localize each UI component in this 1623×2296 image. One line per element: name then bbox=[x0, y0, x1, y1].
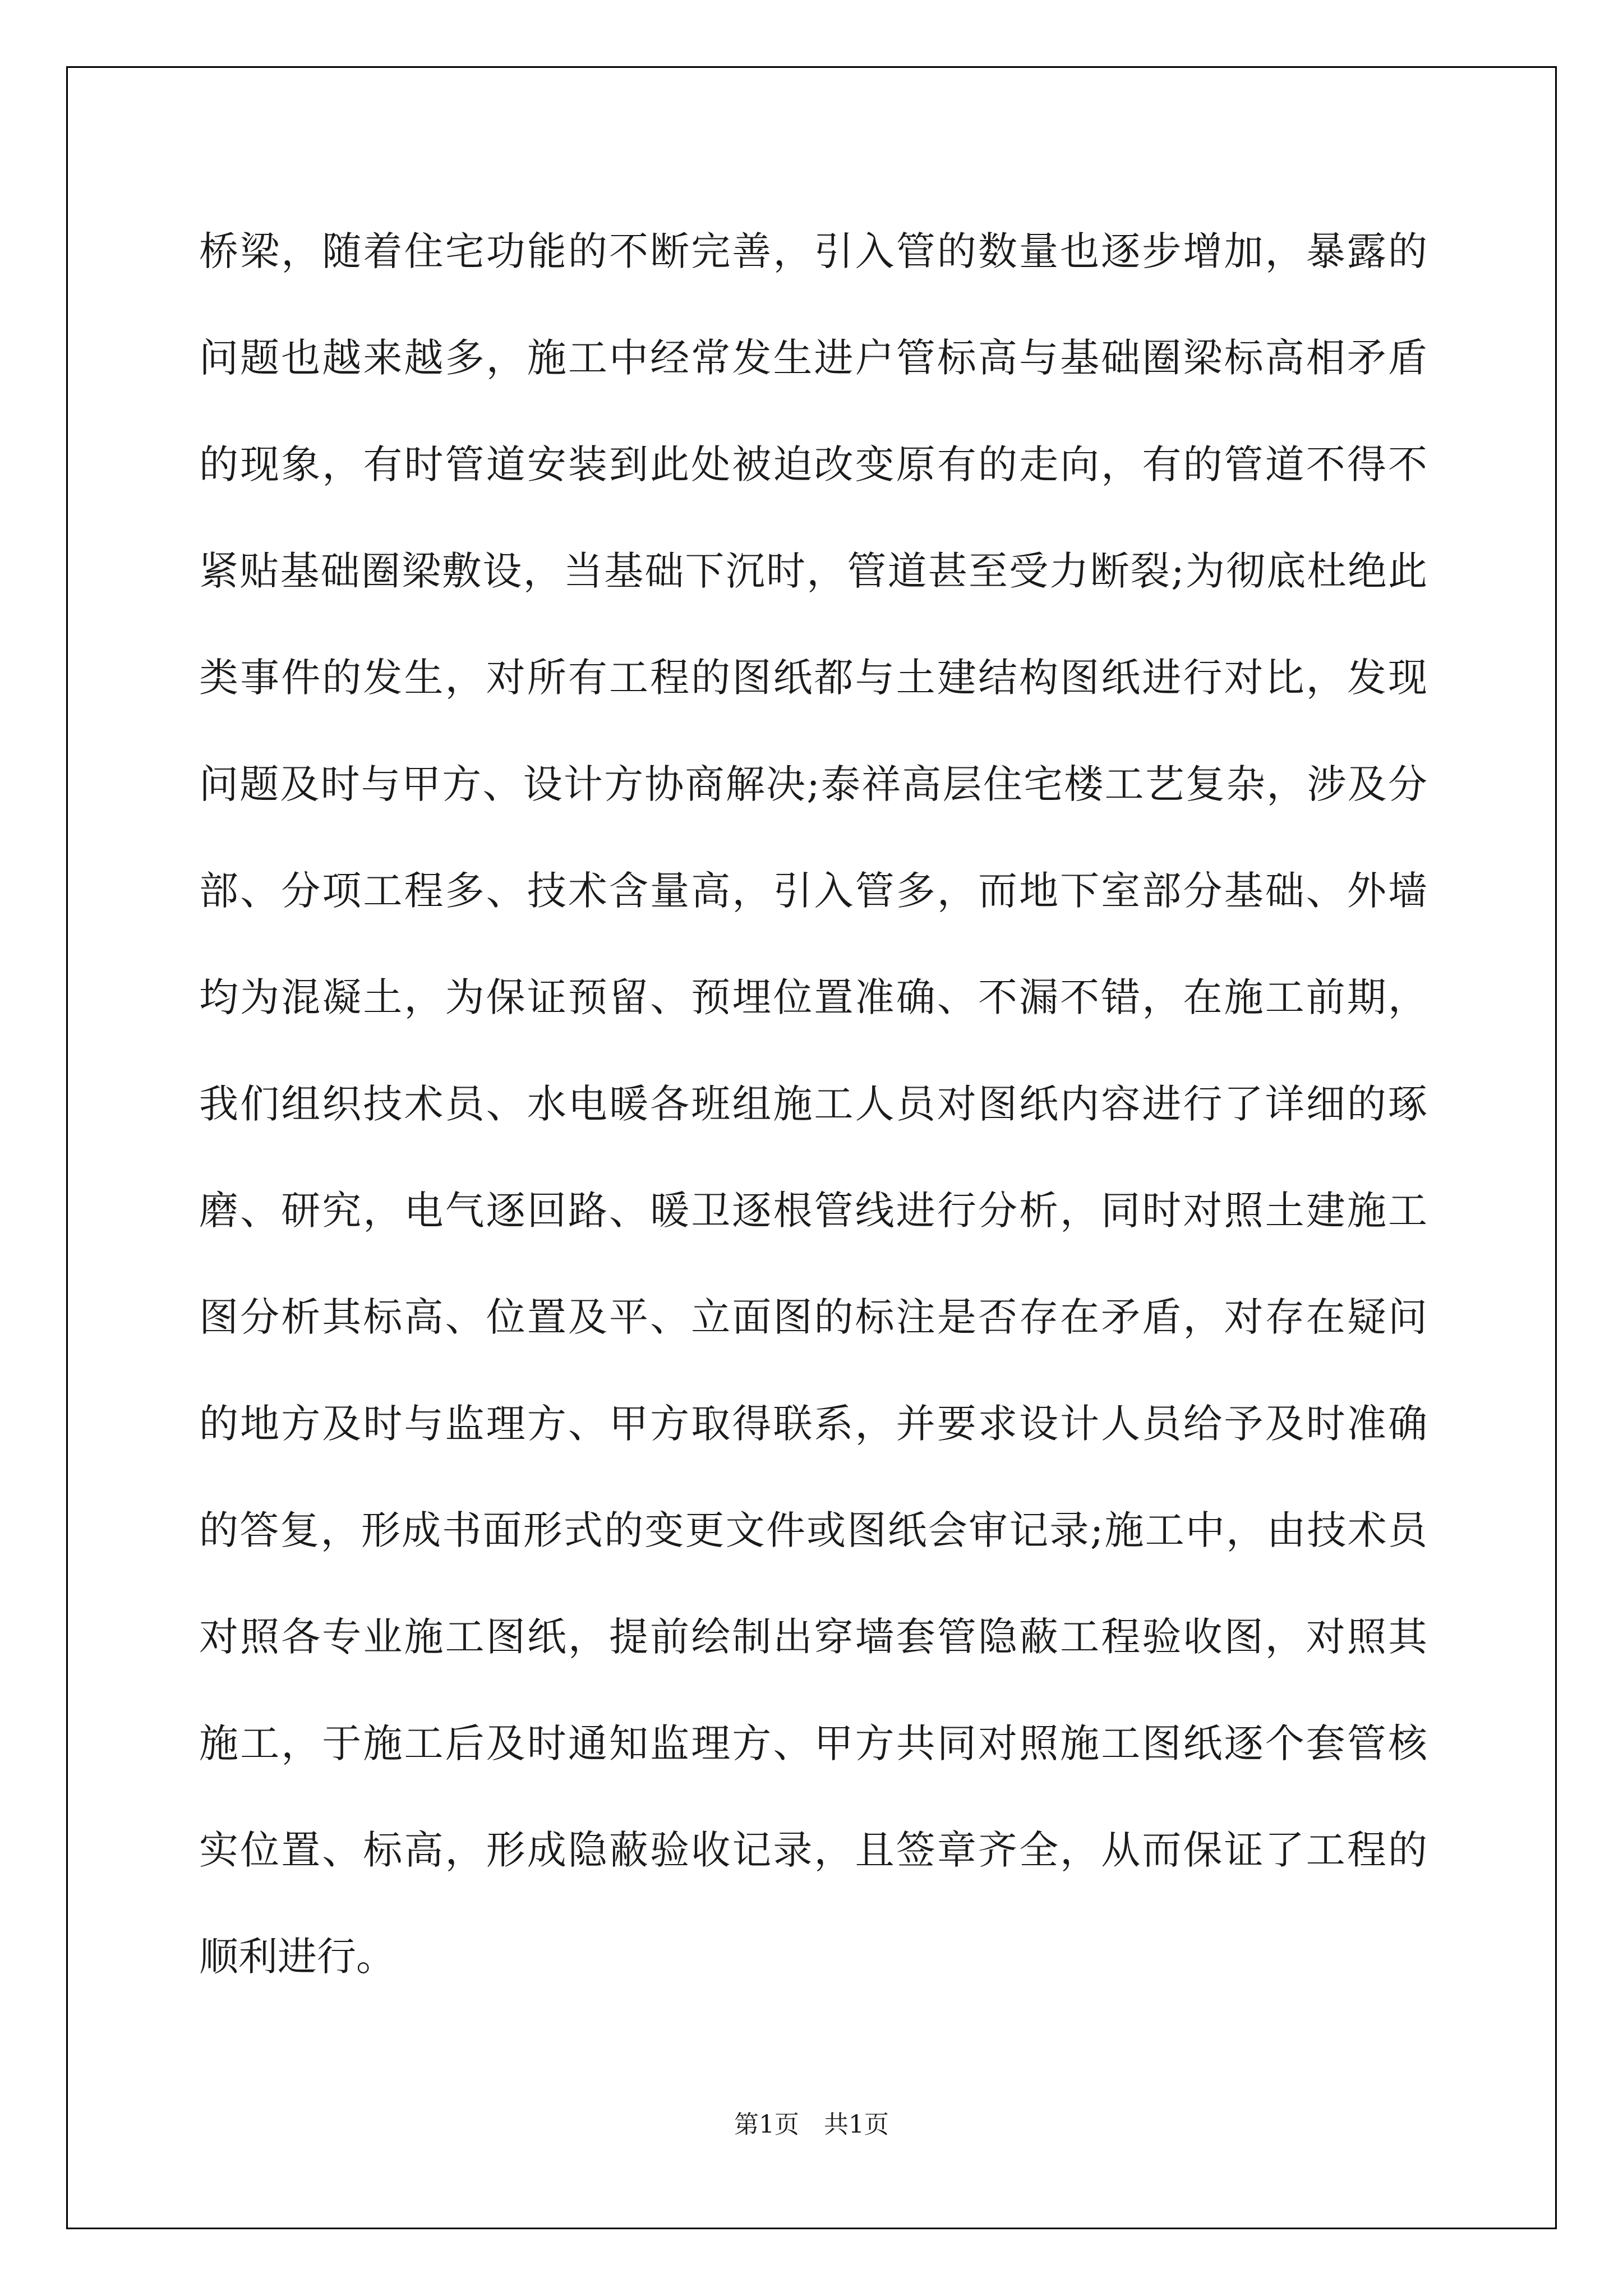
text-line: 问题及时与甲方、设计方协商解决;泰祥高层住宅楼工艺复杂，涉及分 bbox=[199, 761, 1427, 807]
page-number-current: 第1页 bbox=[734, 2110, 799, 2139]
text-line: 施工，于施工后及时通知监理方、甲方共同对照施工图纸逐个套管核 bbox=[199, 1720, 1427, 1766]
text-line: 的地方及时与监理方、甲方取得联系，并要求设计人员给予及时准确 bbox=[199, 1401, 1427, 1447]
text-line: 图分析其标高、位置及平、立面图的标注是否存在矛盾，对存在疑问 bbox=[199, 1294, 1427, 1340]
text-line: 紧贴基础圈梁敷设，当基础下沉时，管道甚至受力断裂;为彻底杜绝此 bbox=[199, 548, 1427, 594]
text-line: 对照各专业施工图纸，提前绘制出穿墙套管隐蔽工程验收图，对照其 bbox=[199, 1614, 1427, 1660]
text-line: 部、分项工程多、技术含量高，引入管多，而地下室部分基础、外墙 bbox=[199, 868, 1427, 914]
text-line: 我们组织技术员、水电暖各班组施工人员对图纸内容进行了详细的琢 bbox=[199, 1081, 1427, 1127]
text-line: 的答复，形成书面形式的变更文件或图纸会审记录;施工中，由技术员 bbox=[199, 1507, 1427, 1553]
page-footer bbox=[0, 2108, 1623, 2142]
text-line: 实位置、标高，形成隐蔽验收记录，且签章齐全，从而保证了工程的 bbox=[199, 1827, 1427, 1873]
document-body bbox=[199, 220, 1427, 2032]
text-line: 桥梁，随着住宅功能的不断完善，引入管的数量也逐步增加，暴露的 bbox=[199, 228, 1427, 274]
text-line-last: 顺利进行。 bbox=[199, 1934, 395, 1980]
text-line: 均为混凝土，为保证预留、预埋位置准确、不漏不错，在施工前期， bbox=[199, 974, 1427, 1020]
text-line: 类事件的发生，对所有工程的图纸都与土建结构图纸进行对比，发现 bbox=[199, 655, 1427, 701]
page-number-total: 共1页 bbox=[824, 2110, 889, 2139]
text-line: 的现象，有时管道安装到此处被迫改变原有的走向，有的管道不得不 bbox=[199, 441, 1427, 487]
text-line: 磨、研究，电气逐回路、暖卫逐根管线进行分析，同时对照土建施工 bbox=[199, 1188, 1427, 1234]
text-line: 问题也越来越多，施工中经常发生进户管标高与基础圈梁标高相矛盾 bbox=[199, 335, 1427, 381]
